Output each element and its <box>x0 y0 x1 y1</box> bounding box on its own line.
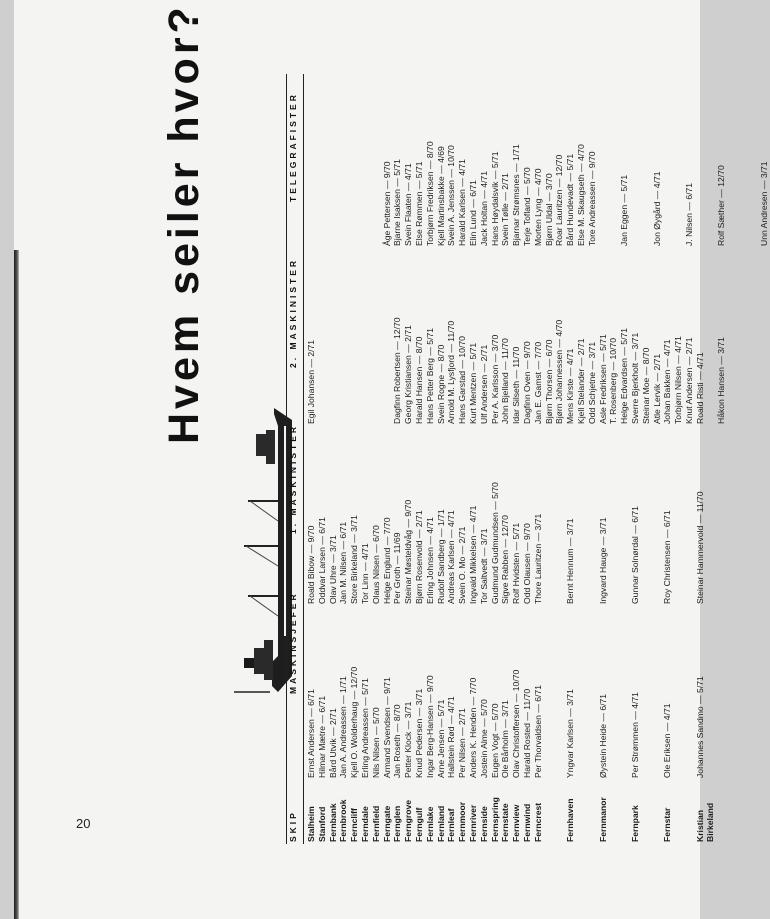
maskinsjef-entry: Per Nilsen — 2/71 <box>457 708 468 778</box>
ship-name: Ferngrove <box>403 799 414 842</box>
telegrafist-entry: Bjarnar Strømsnes — 1/71 <box>511 144 522 246</box>
ship-name: Fernwind <box>521 803 532 842</box>
telegrafist-entry <box>598 141 609 246</box>
ship-name: Fernfield <box>370 805 381 842</box>
maskinsjef-entry: Harald Rosted — 11/70 <box>521 688 532 778</box>
header-skip: SKIP <box>288 810 298 842</box>
maskinist1-entry: Bjørn Rosenvold — 2/71 <box>413 510 424 604</box>
maskinist2-entry: Johan Bakken — 4/71 <box>662 339 673 424</box>
maskinist1-entry: Oddvar Larsen — 6/71 <box>316 517 327 604</box>
maskinist1-entry <box>641 482 652 604</box>
ship-name: Fernhaven <box>565 798 576 842</box>
maskinsjef-entry: Erling Andreassen — 5/71 <box>359 678 370 778</box>
maskinsjef-entry <box>608 667 619 778</box>
ship-name: Fernmanor <box>597 797 608 842</box>
maskinist2-entry: Kurt Mentzen — 5/71 <box>467 342 478 424</box>
maskinsjef-entry: Ole Eriksen — 4/71 <box>662 703 673 778</box>
maskinist2-entry: Dagfinn Robertsen — 12/70 <box>392 317 403 424</box>
telegrafist-entry: Unn Andresen — 3/71 <box>759 161 770 246</box>
maskinist2-entry <box>360 317 371 424</box>
ship-name: Fernglen <box>392 805 403 842</box>
maskinist1-entry: Erling Johnsen — 4/71 <box>424 517 435 604</box>
ship-name <box>641 797 652 842</box>
telegrafist-entry: Kjell Martinsbakke — 4/69 <box>435 146 446 246</box>
maskinist1-entry <box>652 482 663 604</box>
ship-name <box>652 797 663 842</box>
maskinist1-entry: Helge Englund — 7/70 <box>381 517 392 604</box>
maskinist2-entry: Håkon Hansen — 3/71 <box>716 337 727 424</box>
maskinist1-entry: Jan M. Nilsen — 6/71 <box>338 521 349 604</box>
ship-name: Fernside <box>478 806 489 842</box>
telegrafist-entry <box>749 141 760 246</box>
maskinist2-entry <box>338 317 349 424</box>
maskinsjef-entry: Hallstein Rød — 4/71 <box>446 696 457 778</box>
telegrafist-entry: Rolf Sæther — 12/70 <box>716 165 727 246</box>
ship-name: Ferncliff <box>349 808 360 842</box>
maskinist2-entry: Harald Hansen — 8/70 <box>413 336 424 424</box>
header-bottom-rule <box>303 74 304 844</box>
ship-name: Ferngulf <box>413 807 424 842</box>
ship-name: Fernspring <box>489 797 500 842</box>
ship-name: Ferndale <box>359 806 370 842</box>
header-maskinister1: 1. MASKINISTER <box>288 423 298 534</box>
maskinist1-entry: Gudmund Gudmundsen — 5/70 <box>489 482 500 604</box>
maskinist2-entry: Torbjørn Nilsen — 4/71 <box>673 336 684 424</box>
ship-name: Fernpark <box>629 805 640 842</box>
ship-name <box>619 797 630 842</box>
telegrafist-entry: Svein Flaaten — 4/71 <box>403 163 414 246</box>
maskinist2-entry <box>705 317 716 424</box>
ship-name <box>608 797 619 842</box>
maskinist1-entry: Tor Linn — 4/71 <box>359 543 370 604</box>
telegrafist-entry: Jan Eggen — 5/71 <box>619 174 630 246</box>
maskinist2-entry <box>371 317 382 424</box>
maskinist1-entry: Store Birkeland — 3/71 <box>349 515 360 604</box>
ship-name: Fernview <box>511 804 522 842</box>
ship-name <box>684 797 695 842</box>
telegrafist-entry <box>727 141 738 246</box>
maskinist1-entry: Tor Saltvedt — 3/71 <box>478 528 489 604</box>
maskinsjef-entry: Jan Roseth — 8/70 <box>392 704 403 778</box>
maskinsjef-entry: Anders K. Henden — 7/70 <box>467 677 478 778</box>
maskinist2-entry: Asle Fredriksen — 5/71 <box>597 334 608 424</box>
ship-name: Fernstar <box>662 807 673 842</box>
maskinist1-entry <box>684 482 695 604</box>
maskinsjef-entry: Kjell O. Wolderhaug — 12/70 <box>349 666 360 778</box>
maskinist2-entry: Mens Kirste — 4/71 <box>565 348 576 424</box>
telegrafist-entry <box>641 141 652 246</box>
maskinist1-entry <box>705 482 716 604</box>
maskinsjef-entry: Ole Bårholm — 3/71 <box>500 700 511 778</box>
ship-name: Fernstate <box>500 803 511 842</box>
telegrafist-entry <box>338 141 349 246</box>
maskinsjef-entry: Eugen Vogt — 5/70 <box>489 703 500 778</box>
telegrafist-entry: Terje Tofland — 5/70 <box>521 167 532 246</box>
maskinsjef-entry: Per Thorvaldsen — 6/71 <box>532 685 543 778</box>
maskinist1-entry: Steinar Hammervold — 11/70 <box>694 491 705 604</box>
maskinsjef-entry: Jostein Alme — 5/70 <box>478 699 489 778</box>
ship-column <box>306 797 716 842</box>
telegrafist-entry <box>705 141 716 246</box>
maskinsjef-entry: Knud Pedersen — 3/71 <box>413 688 424 778</box>
maskinist1-entry: Thore Lauritzen — 3/71 <box>532 513 543 604</box>
maskinsjef-entry <box>705 667 716 778</box>
maskinist1-entry <box>576 482 587 604</box>
maskinist1-entry <box>544 482 555 604</box>
telegrafist-entry: Torbjørn Fredriksen — 8/70 <box>424 141 435 246</box>
ship-name: Fernbrook <box>338 799 349 842</box>
maskinist2-entry: Idar Silseth — 11/70 <box>511 346 522 424</box>
maskinsjef-entry <box>673 667 684 778</box>
telegrafist-entry: Else M. Skaugseth — 4/70 <box>575 144 586 246</box>
maskinist2-entry: John Bjelland — 11/70 <box>500 338 511 424</box>
maskinist2-entry: Knut Andersen — 2/71 <box>683 337 694 424</box>
telegrafist-entry: J. Nilsen — 6/71 <box>683 182 694 246</box>
maskinist1-entry <box>673 482 684 604</box>
ship-name: Fernriver <box>467 804 478 842</box>
maskinist2-entry <box>382 317 393 424</box>
maskinsjef-entry: Hilmar Mætre — 6/71 <box>316 695 327 778</box>
telegrafist-entry <box>349 141 360 246</box>
maskinist2-entry: Hans Garstad — 10/70 <box>457 336 468 424</box>
maskinsjef-entry: Per Strømmen — 4/71 <box>629 692 640 778</box>
maskinsjefer-column <box>306 667 716 778</box>
maskinist2-entry: Roald Risti — 4/71 <box>694 352 705 424</box>
maskinist1-entry: Rudolf Sandberg — 1/71 <box>435 509 446 604</box>
maskinist2-entry: Per A. Karlsson — 3/70 <box>489 334 500 424</box>
maskinist2-entry: Egil Johansen — 2/71 <box>306 339 316 424</box>
ship-name: Stanford <box>316 806 327 842</box>
maskinsjef-entry: Ingar Berg-Hansen — 9/70 <box>424 675 435 778</box>
maskinsjef-entry: Armand Svendsen — 9/71 <box>381 677 392 778</box>
telegrafist-entry: Tore Andreassen — 9/70 <box>586 151 597 246</box>
ship-name: Ferngate <box>381 805 392 842</box>
telegrafist-entry: Else Rømmen — 5/71 <box>413 161 424 246</box>
maskinsjef-entry <box>652 667 663 778</box>
maskinist1-entry <box>608 482 619 604</box>
ship-name <box>544 797 555 842</box>
telegrafist-entry: Harald Karlsen — 4/71 <box>457 159 468 246</box>
maskinist2-entry: Odd Schjetne — 3/71 <box>586 341 597 424</box>
maskinist2-entry: Hans Petter Berg — 5/71 <box>424 327 435 424</box>
maskinist1-entry <box>587 482 598 604</box>
ship-name: Fernleaf <box>446 808 457 842</box>
maskinsjef-entry <box>544 667 555 778</box>
maskinist2-entry: Ulf Andersen — 2/71 <box>478 344 489 424</box>
maskinist1-entry: Per Groth — 11/69 <box>392 532 403 604</box>
maskinist1-entry: Sigve Rabben — 12/70 <box>500 515 511 604</box>
rotated-table <box>160 3 770 844</box>
maskinist1-entry <box>554 482 565 604</box>
maskinist2-entry: Steinar Moe — 8/70 <box>640 347 651 424</box>
header-maskinister2: 2. MASKINISTER <box>288 257 298 368</box>
telegrafist-entry <box>371 141 382 246</box>
telegrafist-entry <box>673 141 684 246</box>
maskinist1-entry: Andreas Karlsen — 4/71 <box>446 510 457 604</box>
telegrafist-entry <box>360 141 371 246</box>
page-number: 20 <box>76 816 91 831</box>
telegrafist-entry: Bjørn Uldal — 3/70 <box>543 173 554 246</box>
maskinsjef-entry: Øystein Heide — 6/71 <box>597 693 608 778</box>
maskinsjef-entry <box>587 667 598 778</box>
telegrafist-entry: Svein A. Jenssen — 10/70 <box>446 145 457 246</box>
maskinist2-entry: T. Rosenberg — 10/70 <box>608 338 619 424</box>
telegrafist-entry <box>695 141 706 246</box>
telegrafist-entry <box>608 141 619 246</box>
maskinist2-entry <box>317 317 328 424</box>
telegrafist-entry: Roar Lauritzen — 12/70 <box>554 154 565 246</box>
ship-name: Fernland <box>435 805 446 842</box>
maskinist2-entry: Arnold M. Lysfjord — 11/70 <box>446 320 457 424</box>
maskinsjef-entry <box>576 667 587 778</box>
maskinsjef-entry: Nils Nilsen — 5/70 <box>370 707 381 778</box>
maskinsjef-entry <box>619 667 630 778</box>
maskinist2-entry <box>349 317 360 424</box>
telegrafist-entry <box>630 141 641 246</box>
telegrafist-entry: Jack Holtan — 4/71 <box>478 171 489 246</box>
maskinsjef-entry <box>554 667 565 778</box>
maskinist2-entry: Bjørn Thorsen — 6/70 <box>543 339 554 424</box>
maskinist1-entry: Roald Bibow — 9/70 <box>306 525 316 604</box>
maskinsjef-entry: Bård Utvik — 2/71 <box>327 708 338 778</box>
maskinsjef-entry: Yngvar Karlsen — 3/71 <box>565 689 576 778</box>
maskinist1-entry: Olav Uhre — 3/71 <box>327 535 338 604</box>
maskinist1-entry: Olaus Nilsen — 6/70 <box>370 525 381 604</box>
maskinist1-entry: Ingvard Hauge — 3/71 <box>597 517 608 604</box>
header-telegrafister: TELEGRAFISTER <box>288 92 298 202</box>
maskinist1-entry: Ingvald Mikkelsen — 4/71 <box>467 505 478 604</box>
maskinist2-entry: Georg Kristiansen — 2/71 <box>403 325 414 424</box>
page-title: Hvem seiler hvor? <box>160 3 208 444</box>
telegrafist-entry: Bård Hundevadt — 5/71 <box>565 153 576 246</box>
telegrafist-entry: Hans Høydalsvik — 5/71 <box>489 151 500 246</box>
telegrafist-entry: Bjarne Isaksen — 5/71 <box>392 159 403 246</box>
telegrafist-entry <box>662 141 673 246</box>
maskinist2-entry: Svein Rogne — 8/70 <box>435 344 446 424</box>
maskinist2-entry: Bjørn Johannessen — 4/70 <box>554 319 565 424</box>
maskinsjef-entry <box>641 667 652 778</box>
telegrafist-entry <box>306 141 317 246</box>
maskinsjef-entry: Jan A. Andreassen — 1/71 <box>338 676 349 778</box>
maskinist2-entry: Kjell Stelander — 2/71 <box>575 338 586 424</box>
maskinist2-entry: Sverre Bjerkholt — 3/71 <box>629 332 640 424</box>
telegrafist-entry <box>328 141 339 246</box>
maskinist1-entry: Odd Olausen — 9/70 <box>521 523 532 604</box>
ship-name <box>576 797 587 842</box>
maskinist2-entry: Helge Edvardsen — 5/71 <box>619 327 630 424</box>
maskinister1-column <box>306 482 716 604</box>
maskinist2-entry: Jan E. Gamst — 7/70 <box>532 341 543 424</box>
telegrafist-entry: Svein Tølle — 2/71 <box>500 173 511 246</box>
ship-name <box>554 797 565 842</box>
maskinist1-entry <box>619 482 630 604</box>
telegrafist-entry: Elin Lund — 6/71 <box>467 180 478 246</box>
ship-name <box>673 797 684 842</box>
maskinister2-column <box>306 317 727 424</box>
ship-name: Kristian <box>694 810 705 842</box>
header-maskinsjefer: MASKINSJEFER <box>288 591 298 694</box>
maskinist2-entry: Dagfinn Oven — 9/70 <box>521 341 532 424</box>
maskinist1-entry: Roy Christensen — 6/71 <box>662 510 673 604</box>
telegrafist-entry <box>738 141 749 246</box>
maskinist2-entry <box>328 317 339 424</box>
maskinsjef-entry: Arne Jensen — 5/71 <box>435 699 446 778</box>
maskinist1-entry: Bernt Hennum — 3/71 <box>565 518 576 604</box>
ship-name: Ferncrest <box>532 802 543 842</box>
header-top-rule <box>286 74 287 844</box>
maskinist1-entry: Gunnar Solnørdal — 6/71 <box>629 506 640 604</box>
maskinsjef-entry: Olav Christoffersen — 10/70 <box>511 669 522 778</box>
ship-name: Fernmoor <box>457 801 468 842</box>
ship-name <box>587 797 598 842</box>
book-spine-shadow <box>14 250 19 919</box>
ship-name: Fernbank <box>327 803 338 842</box>
maskinist1-entry: Rolf Hvidsten — 5/71 <box>511 522 522 604</box>
maskinsjef-entry <box>684 667 695 778</box>
telegrafist-entry <box>317 141 328 246</box>
telegrafist-entry: Morten Lyng — 4/70 <box>532 168 543 246</box>
telegrafist-entry: Åge Pettersen — 9/70 <box>381 161 392 246</box>
ship-name: Fernlake <box>424 806 435 842</box>
maskinsjef-entry: Johannes Sandmo — 5/71 <box>694 676 705 778</box>
telegrafister-column <box>306 141 770 246</box>
maskinist1-entry: Steinar Møsteldvåg — 9/70 <box>403 499 414 604</box>
telegrafist-entry: Jon Øygård — 4/71 <box>651 171 662 246</box>
maskinsjef-entry: Petter Klock — 3/71 <box>403 701 414 778</box>
ship-name: Birkeland <box>705 802 716 842</box>
maskinsjef-entry: Ernst Andersen — 6/71 <box>306 689 316 778</box>
maskinist2-entry: Atle Lervik — 2/71 <box>651 353 662 424</box>
ship-name: Stalheim <box>306 806 316 842</box>
maskinist1-entry: Svein O. Mo — 2/71 <box>457 526 468 604</box>
